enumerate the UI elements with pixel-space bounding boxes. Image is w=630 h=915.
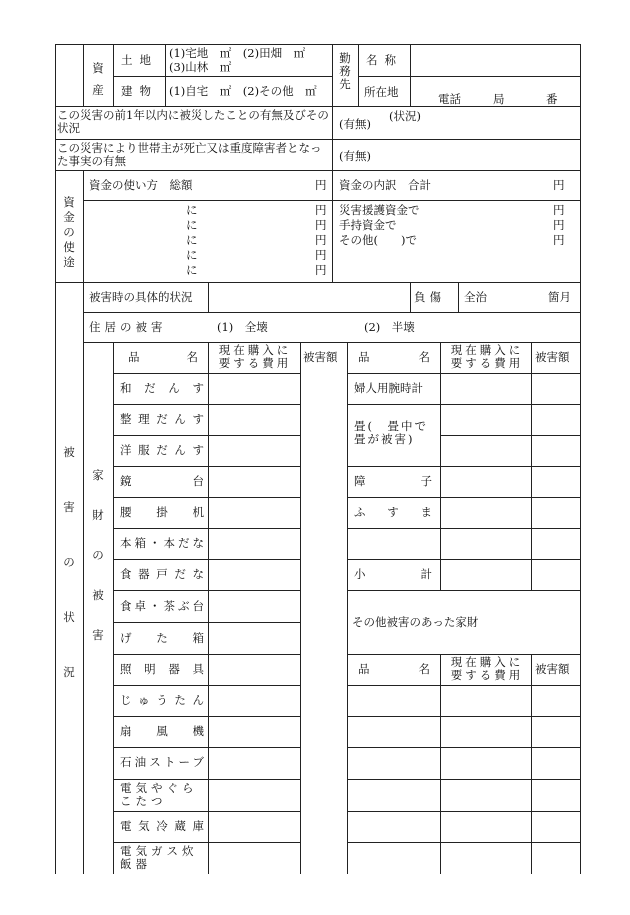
item-reizouko: 電気冷蔵庫 — [120, 819, 204, 833]
item-youfukudansu: 洋服だんす — [120, 443, 204, 457]
prior-disaster-question: この災害の前1年以内に被災したことの有無及びその状況 — [57, 108, 329, 135]
item-wadansu: 和だんす — [120, 381, 204, 395]
header-item-right-2: 品 名 — [358, 662, 430, 676]
header-item-left: 品 名 — [128, 350, 198, 364]
months-label: 箇月 — [548, 290, 571, 304]
item-shoumeikigu: 照明器具 — [120, 662, 204, 676]
header-cost-left: 現在購入に要する費用 — [218, 343, 292, 370]
item-getabako: げた箱 — [120, 631, 204, 645]
header-amount-right: 被害額 — [535, 350, 570, 364]
fund-relief-yen: 円 — [553, 203, 565, 217]
fund-yen-4: 円 — [315, 248, 327, 262]
fund-other-label: その他( )で — [339, 233, 417, 247]
header-amount-right-2: 被害額 — [535, 662, 570, 676]
fund-ni-2: に — [186, 218, 198, 232]
prior-disaster-yesno: (有無) — [339, 117, 371, 131]
header-item-right: 品 名 — [358, 350, 430, 364]
injury-label: 負傷 — [414, 290, 445, 304]
fund-yen-5: 円 — [315, 263, 327, 277]
phone-exchange-label: 局 — [493, 92, 505, 106]
fund-onhand-label: 手持資金で — [339, 218, 397, 232]
fund-ni-3: に — [186, 233, 198, 247]
prior-disaster-status: (状況) — [389, 109, 421, 123]
item-seiridansu: 整理だんす — [120, 412, 204, 426]
item-sekiyustove: 石油ストーブ — [120, 755, 204, 769]
item-koshikakezukue: 腰掛机 — [120, 505, 204, 519]
death-injury-yesno: (有無) — [339, 149, 371, 163]
fund-total-yen: 円 — [315, 178, 327, 192]
item-kotatsu: 電気やぐらこたつ — [120, 781, 198, 808]
item-fujinudedokei: 婦人用腕時計 — [354, 381, 423, 395]
fund-breakdown-label: 資金の内訳 合計 — [339, 178, 431, 192]
house-option-2: (2) 半壊 — [364, 320, 415, 334]
top-border — [55, 44, 581, 45]
fund-ni-4: に — [186, 248, 198, 262]
item-honbako: 本箱・本だな — [120, 536, 204, 550]
other-damaged-label: その他被害のあった家財 — [352, 615, 479, 629]
fund-use-label: 資金の使途 — [63, 195, 75, 269]
fund-ni-1: に — [186, 203, 198, 217]
fund-ni-5: に — [186, 263, 198, 277]
subtotal-label: 小計 — [354, 567, 432, 581]
item-tatami: 畳( 畳中で畳が被害) — [354, 419, 428, 446]
fund-relief-label: 災害援護資金で — [339, 203, 420, 217]
header-cost-right-2: 現在購入に要する費用 — [450, 655, 524, 682]
assets-label: 資産 — [92, 61, 104, 97]
fund-onhand-yen: 円 — [553, 218, 565, 232]
header-amount-left: 被害額 — [303, 350, 338, 364]
house-option-1: (1) 全壊 — [217, 320, 268, 334]
land-detail-1: (1)宅地 ㎡ (2)田畑 ㎡ — [169, 46, 306, 60]
item-fusuma: ふすま — [354, 505, 432, 519]
death-injury-question: この災害により世帯主が死亡又は重度障害者となった事実の有無 — [57, 141, 322, 168]
damage-label: 被害の状況 — [63, 445, 75, 679]
item-shokkitodana: 食器戸だな — [120, 567, 204, 581]
item-kyoudai: 鏡台 — [120, 474, 204, 488]
recovery-label: 全治 — [464, 290, 487, 304]
damage-situation-label: 被害時の具体的状況 — [89, 290, 193, 304]
fund-yen-3: 円 — [315, 233, 327, 247]
land-label: 土地 — [121, 53, 158, 67]
building-detail: (1)自宅 ㎡ (2)その他 ㎡ — [169, 84, 317, 98]
workplace-label: 勤務先 — [339, 51, 351, 91]
right-border — [580, 44, 581, 874]
fund-breakdown-yen: 円 — [553, 178, 565, 192]
phone-label: 電話 — [438, 92, 461, 106]
item-suihanki: 電気ガス炊飯器 — [120, 844, 198, 871]
workplace-name-label: 名称 — [366, 53, 403, 67]
house-damage-label: 住居の被害 — [89, 320, 167, 334]
fund-total-label: 資金の使い方 総額 — [89, 178, 193, 192]
header-cost-right: 現在購入に要する費用 — [450, 343, 524, 370]
land-detail-2: (3)山林 ㎡ — [169, 60, 232, 74]
workplace-address-label: 所在地 — [364, 85, 399, 99]
item-juutan: じゅうたん — [120, 693, 204, 707]
fund-yen-2: 円 — [315, 218, 327, 232]
item-shokutaku: 食卓・茶ぶ台 — [120, 599, 204, 613]
fund-yen-1: 円 — [315, 203, 327, 217]
building-label: 建物 — [121, 84, 158, 98]
item-shouji: 障子 — [354, 474, 432, 488]
left-border — [55, 44, 56, 874]
household-damage-label: 家財の被害 — [92, 468, 104, 642]
item-senpuuki: 扇風機 — [120, 724, 204, 738]
fund-other-yen: 円 — [553, 233, 565, 247]
phone-number-label: 番 — [546, 92, 558, 106]
